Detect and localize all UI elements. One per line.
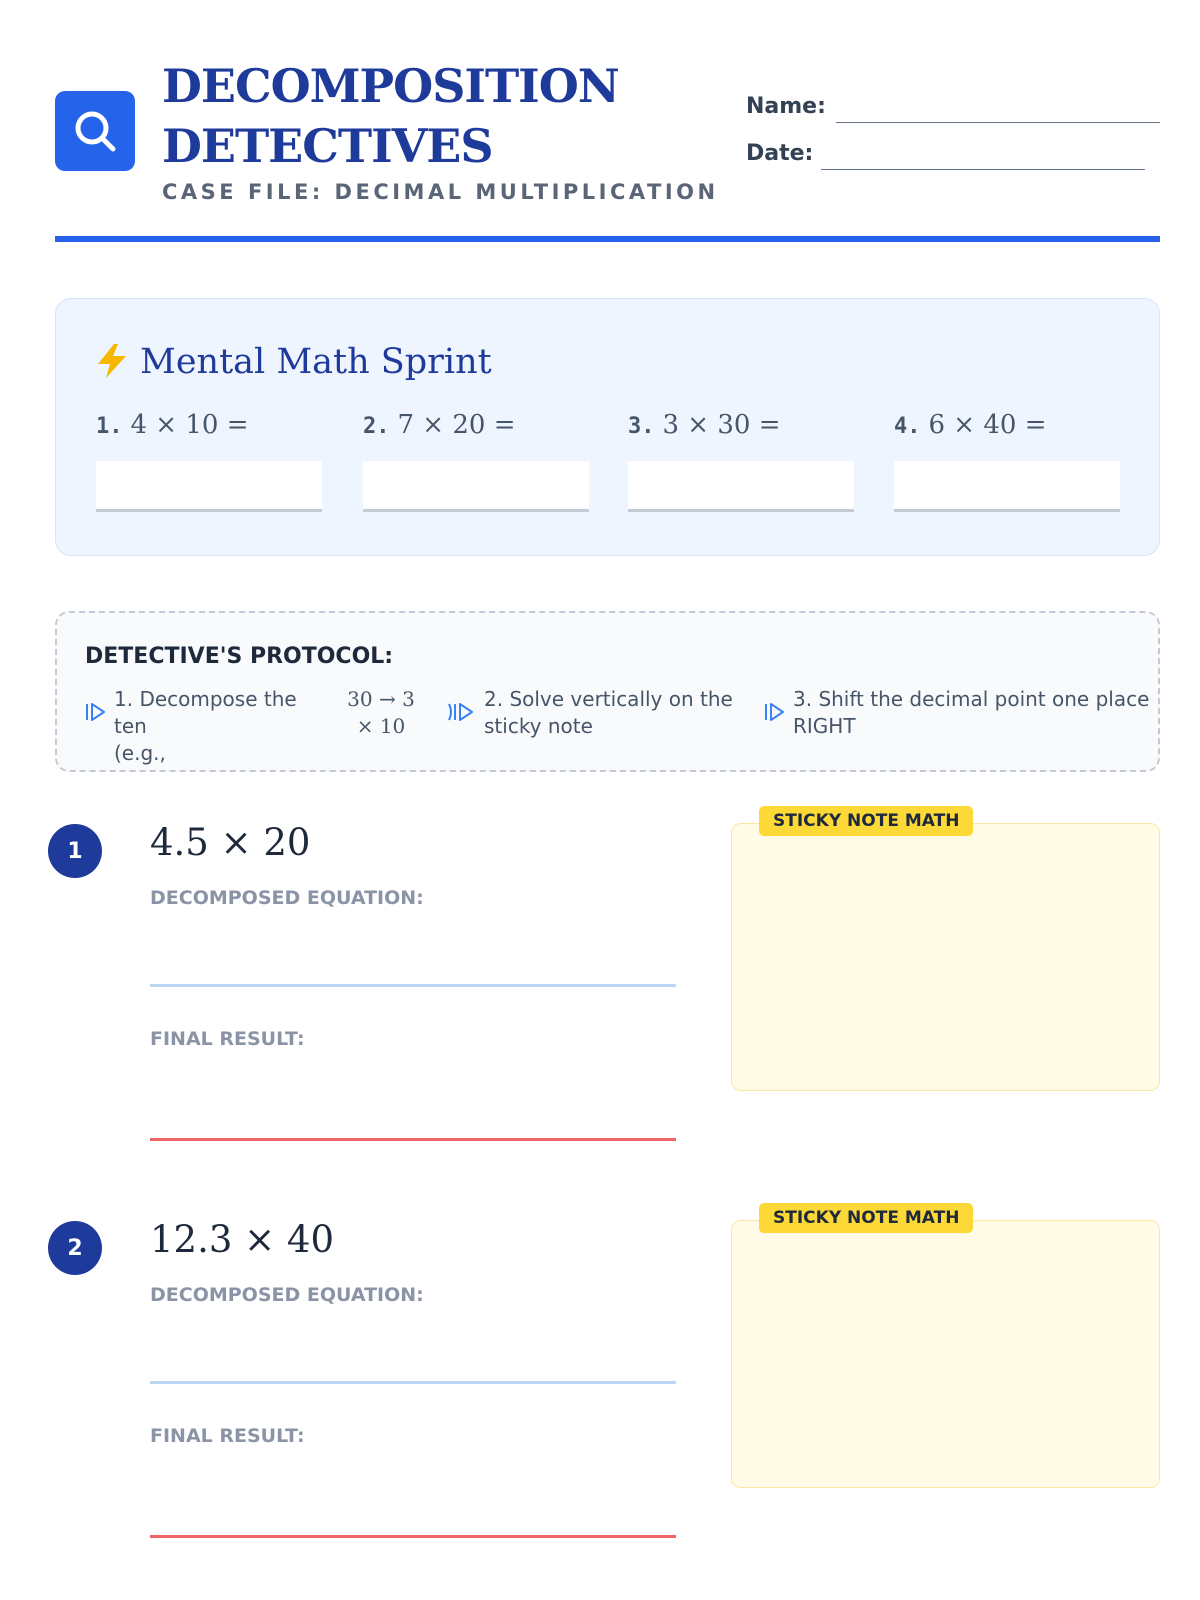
final-result-label: FINAL RESULT: bbox=[150, 1028, 305, 1050]
sticky-note-workspace[interactable] bbox=[731, 823, 1160, 1091]
sprint-question-1 bbox=[96, 410, 249, 440]
sprint-answer-box-2[interactable] bbox=[363, 461, 589, 512]
name-label: Name: bbox=[746, 94, 826, 119]
protocol-step-3 bbox=[793, 686, 1153, 740]
problem-number-badge: 1 bbox=[48, 824, 102, 878]
sprint-answer-box-1[interactable] bbox=[96, 461, 322, 512]
date-label: Date: bbox=[746, 141, 814, 166]
protocol-step-1 bbox=[114, 686, 324, 767]
step-arrow-icon bbox=[764, 702, 786, 722]
final-result-line[interactable] bbox=[150, 1138, 676, 1141]
logo bbox=[55, 91, 135, 171]
final-result-label: FINAL RESULT: bbox=[150, 1425, 305, 1447]
problem-number-badge: 2 bbox=[48, 1221, 102, 1275]
step-arrow-icon bbox=[85, 702, 107, 722]
step-arrow-icon bbox=[447, 702, 475, 722]
decomposed-equation-line[interactable] bbox=[150, 1381, 676, 1384]
sticky-note-tag: STICKY NOTE MATH bbox=[759, 1203, 973, 1233]
protocol-step-2 bbox=[484, 686, 754, 740]
header-divider bbox=[55, 236, 1160, 242]
sprint-title: Mental Math Sprint bbox=[140, 342, 492, 382]
step-text-line-1: 3. Shift the decimal point one place bbox=[793, 687, 1150, 711]
question-number: 2. bbox=[363, 414, 390, 439]
title-line-2: DETECTIVES bbox=[162, 119, 493, 173]
sprint-question-4 bbox=[894, 410, 1047, 440]
title-line-1: DECOMPOSITION bbox=[162, 59, 619, 113]
sticky-note-tag: STICKY NOTE MATH bbox=[759, 806, 973, 836]
question-expression: 3 × 30 = bbox=[662, 410, 781, 440]
step-text-line-2: RIGHT bbox=[793, 714, 856, 738]
protocol-title: DETECTIVE'S PROTOCOL: bbox=[85, 644, 394, 669]
example-line-1: 30 → 3 bbox=[347, 687, 415, 711]
step-text-line-1: 1. Decompose the ten bbox=[114, 687, 297, 738]
step-text-line-1: 2. Solve vertically on the bbox=[484, 687, 733, 711]
question-number: 3. bbox=[628, 414, 655, 439]
sprint-question-2 bbox=[363, 410, 516, 440]
question-expression: 4 × 10 = bbox=[130, 410, 249, 440]
question-expression: 7 × 20 = bbox=[397, 410, 516, 440]
problem-expression: 12.3 × 40 bbox=[150, 1218, 334, 1261]
name-field[interactable] bbox=[836, 122, 1160, 123]
question-expression: 6 × 40 = bbox=[928, 410, 1047, 440]
final-result-line[interactable] bbox=[150, 1535, 676, 1538]
sticky-note-workspace[interactable] bbox=[731, 1220, 1160, 1488]
decomposed-equation-line[interactable] bbox=[150, 984, 676, 987]
question-number: 4. bbox=[894, 414, 921, 439]
protocol-step-1-example bbox=[336, 686, 426, 740]
example-line-2: × 10 bbox=[356, 714, 406, 738]
sprint-question-3 bbox=[628, 410, 781, 440]
decomposed-equation-label: DECOMPOSED EQUATION: bbox=[150, 887, 424, 909]
lightning-bolt-icon bbox=[96, 344, 128, 378]
problem-expression: 4.5 × 20 bbox=[150, 821, 311, 864]
search-icon bbox=[71, 107, 119, 155]
decomposed-equation-label: DECOMPOSED EQUATION: bbox=[150, 1284, 424, 1306]
question-number: 1. bbox=[96, 414, 123, 439]
step-text-line-2: (e.g., bbox=[114, 741, 166, 765]
page-subtitle: CASE FILE: DECIMAL MULTIPLICATION bbox=[162, 180, 719, 204]
date-field[interactable] bbox=[821, 169, 1145, 170]
page-title bbox=[162, 56, 722, 176]
sprint-answer-box-3[interactable] bbox=[628, 461, 854, 512]
sprint-answer-box-4[interactable] bbox=[894, 461, 1120, 512]
step-text-line-2: sticky note bbox=[484, 714, 593, 738]
